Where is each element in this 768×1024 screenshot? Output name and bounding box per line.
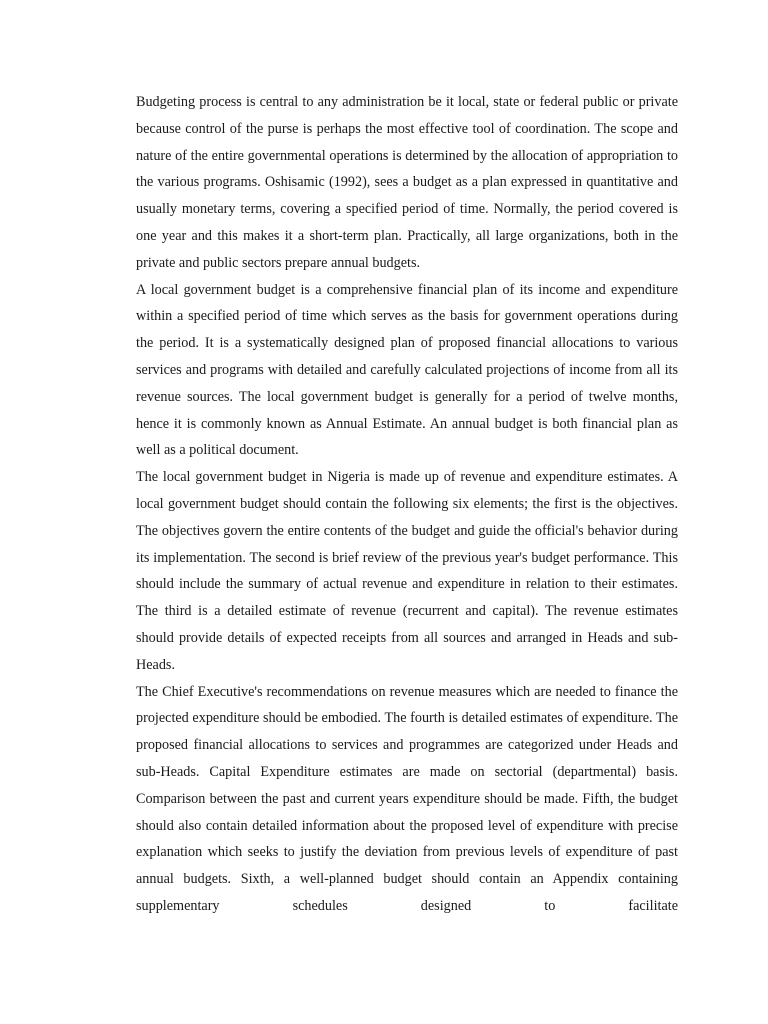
paragraph-local-government-budget: A local government budget is a comprehensive financial plan of its income and expenditure within a specified period of time which serves as the basis for government operations during the period. It is a systematically designed plan of proposed financial allocations to various services and programs with detailed and carefully calculated projections of income from all its revenue sources. The local government budget is generally for a period of twelve months, hence it is commonly known as Annual Estimate. An annual budget is both financial plan as well as a political document. [136,281,678,459]
document-page [136,89,678,920]
paragraph-budget-elements: The local government budget in Nigeria is made up of revenue and expenditure estimates. A local government budget should contain the following six elements; the first is the objectives. The objectives govern the entire contents of the budget and guide the official's behavior during its implementation. The second is brief review of the previous year's budget performance. This should include the summary of actual revenue and expenditure in relation to their estimates. The third is a detailed estimate of revenue (recurrent and capital). The revenue estimates should provide details of expected receipts from all sources and arranged in Heads and sub-Heads. [136,469,678,673]
paragraph-budgeting-process: Budgeting process is central to any administration be it local, state or federal public or private because control of the purse is perhaps the most effective tool of coordination. The scope and nature of the entire governmental operations is determined by the allocation of appropriation to the various programs. Oshisamic (1992), sees a budget as a plan expressed in quantitative and usually monetary terms, covering a specified period of time. Normally, the period covered is one year and this makes it a short-term plan. Practically, all large organizations, both in the private and public sectors prepare annual budgets. [136,94,678,271]
paragraph-chief-executive-recommendations: The Chief Executive's recommendations on revenue measures which are needed to finance the projected expenditure should be embodied. The fourth is detailed estimates of expenditure. The proposed financial allocations to services and programmes are categorized under Heads and sub-Heads. Capital Expenditure estimates are made on sectorial (departmental) basis. Comparison between the past and current years expenditure should be made. Fifth, the budget should also contain detailed information about the proposed level of expenditure with precise explanation which seeks to justify the deviation from previous levels of expenditure of past annual budgets. Sixth, a well-planned budget should contain an Appendix containing supplementary schedules designed to facilitate [136,683,678,914]
